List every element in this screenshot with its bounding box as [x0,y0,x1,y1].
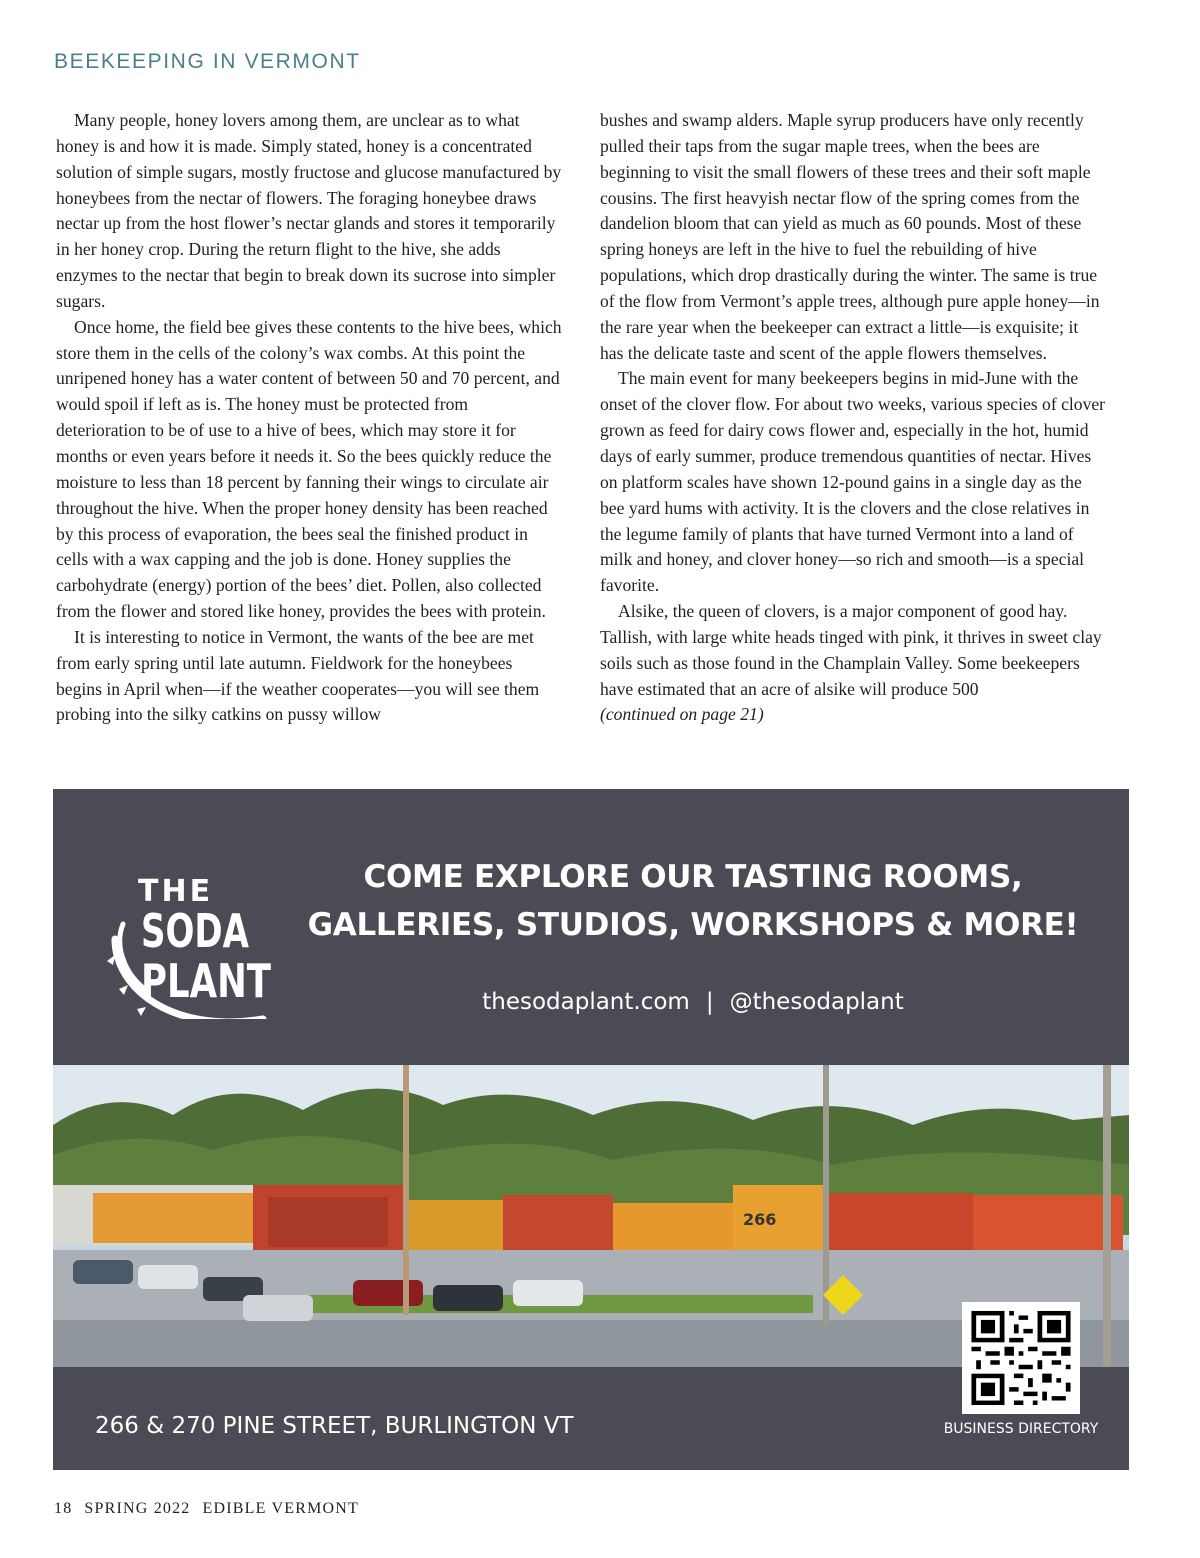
article-column-left [56,108,562,728]
logo-text-soda: SODA [141,904,250,958]
publication-name: EDIBLE VERMONT [202,1500,360,1517]
website-link[interactable]: thesodaplant.com [482,989,690,1015]
page-footer [54,1500,371,1518]
article-paragraph: Alsike, the queen of clovers, is a major component of good hay. Tallish, with large white heads tinged with pink, it thrives in sweet clay soils such as those found in the Champlain Valley. Some beekeepers have estimated that an acre of alsike will produce 500 [600,601,1102,699]
article-paragraph: Once home, the field bee gives these contents to the hive bees, which store them in the cells of the colony’s wax combs. At this point the unripened honey has a water content of between 50 and 70 percent, and would spoil if left as is. The honey must be protected from deterioration to be of use to a hive of bees, which may store it for months or even years before it needs it. So the bees quickly reduce the moisture to less than 18 percent by fanning their wings to circulate air throughout the hive. When the proper honey density has been reached by this process of evaporation, the bees seal the finished product in cells with a wax capping and the job is done. Honey supplies the carbohydrate (energy) portion of the bees’ diet. Pollen, also collected from the flower and stored like honey, provides the bees with protein. [56,316,562,622]
qr-code-label: BUSINESS DIRECTORY [943,1421,1099,1437]
qr-code[interactable] [962,1302,1080,1414]
logo-text-plant: PLANT [141,954,272,1008]
article-column-right [600,108,1106,728]
continued-link[interactable]: (continued on page 21) [600,704,764,725]
separator: | [705,989,714,1015]
article-paragraph: Many people, honey lovers among them, are unclear as to what honey is and how it is made. Simply stated, honey is a concentrated solution of simple sugars, mostly fructose and glucose manufactured by honeybees from the nectar of flowers. The foraging honeybee draws nectar up from the host flower’s nectar glands and stores it temporarily in her honey crop. During the return flight to the hive, she adds enzymes to the nectar that begin to break down its sucrose into simpler sugars. [56,110,562,311]
article-paragraph: It is interesting to notice in Vermont, the wants of the bee are met from early spring until late autumn. Fieldwork for the honeybees begins in April when—if the weather cooperates—you will see them probing into the silky catkins on pussy willow [56,626,540,725]
soda-plant-advertisement[interactable] [53,789,1129,1470]
soda-plant-logo [93,829,293,1019]
logo-text-the: THE [138,874,214,909]
ad-address: 266 & 270 PINE STREET, BURLINGTON VT [95,1413,574,1439]
page-number: 18 [54,1500,73,1517]
article-paragraph: bushes and swamp alders. Maple syrup producers have only recently pulled their taps from the sugar maple trees, when the bees are beginning to visit the small flowers of these trees and their soft maple cousins. The first heavyish nectar flow of the spring comes from the dandelion bloom that can yield as much as 60 pounds. Most of these spring honeys are left in the hive to fuel the rebuilding of hive populations, which drop drastically during the winter. The same is true of the flow from Vermont’s apple trees, although pure apple honey—in the rare year when the beekeeper can extract a little—is exquisite; it has the delicate taste and scent of the apple flowers themselves. [600,110,1100,363]
article-paragraph: The main event for many beekeepers begins in mid-June with the onset of the clover flow. For about two weeks, various species of clover grown as feed for dairy cows flower and, especially in the hot, humid days of early summer, produce tremendous quantities of nectar. Hives on platform scales have shown 12-pound gains in a single day as the bee yard hums with activity. It is the clovers and the close relatives in the legume family of plants that have turned Vermont into a land of milk and honey, and clover honey—so rich and smooth—is a special favorite. [600,368,1106,596]
ad-headline-line1: COME EXPLORE OUR TASTING ROOMS, [363,859,1023,895]
social-handle-link[interactable]: @thesodaplant [729,989,904,1015]
section-title: BEEKEEPING IN VERMONT [54,50,361,73]
ad-contact-line [293,989,1093,1015]
issue-label: SPRING 2022 [84,1500,191,1517]
ad-headline-line2: GALLERIES, STUDIOS, WORKSHOPS & MORE! [307,907,1079,943]
svg-text:266: 266 [743,1210,777,1229]
